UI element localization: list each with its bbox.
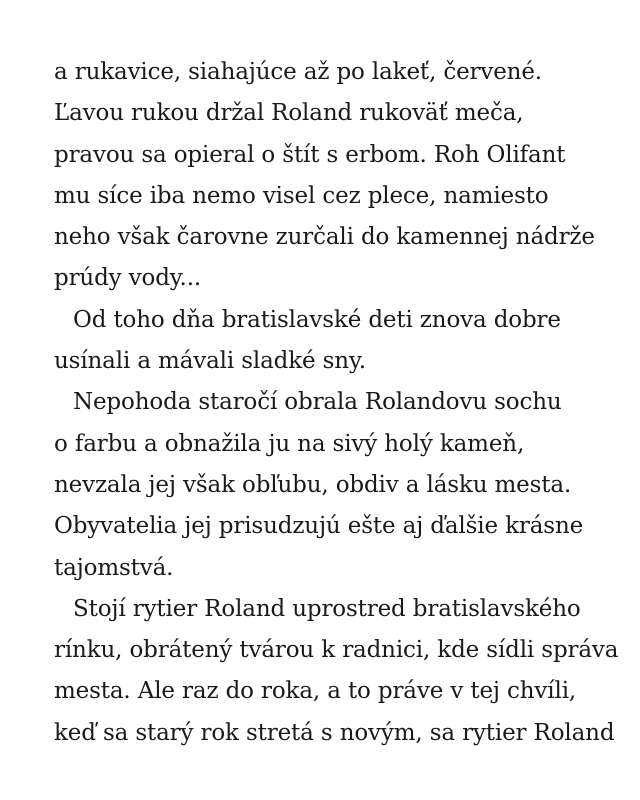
text-line: Obyvatelia jej prisudzujú ešte aj ďalšie krásne — [54, 513, 584, 540]
text-line: usínali a mávali sladké sny. — [54, 348, 366, 375]
paragraph-start-line: Nepohoda staročí obrala Rolandovu sochu — [73, 389, 562, 416]
paragraph-start-line: Od toho dňa bratislavské deti znova dobre — [73, 306, 561, 333]
paragraph-start-line: Stojí rytier Roland uprostred bratislavského — [73, 595, 581, 622]
text-line: rínku, obrátený tvárou k radnici, kde sídli správa — [54, 637, 619, 664]
text-line: neho však čarovne zurčali do kamennej nádrže — [54, 224, 595, 251]
text-line: mesta. Ale raz do roka, a to práve v tej chvíli, — [54, 678, 577, 705]
page-text — [54, 52, 619, 754]
text-line: Ľavou rukou držal Roland rukoväť meča, — [54, 100, 524, 127]
text-line: pravou sa opieral o štít s erbom. Roh Olifant — [54, 141, 566, 168]
text-line: a rukavice, siahajúce až po lakeť, červené. — [54, 59, 542, 85]
text-line: tajomstvá. — [54, 554, 174, 581]
text-line: nevzala jej však obľubu, obdiv a lásku mesta. — [54, 471, 572, 498]
text-line: prúdy vody... — [54, 265, 202, 292]
text-line: mu síce iba nemo visel cez plece, namiesto — [54, 182, 549, 209]
text-line: o farbu a obnažila ju na sivý holý kameň, — [54, 430, 525, 457]
text-line: keď sa starý rok stretá s novým, sa rytier Roland — [54, 719, 615, 746]
